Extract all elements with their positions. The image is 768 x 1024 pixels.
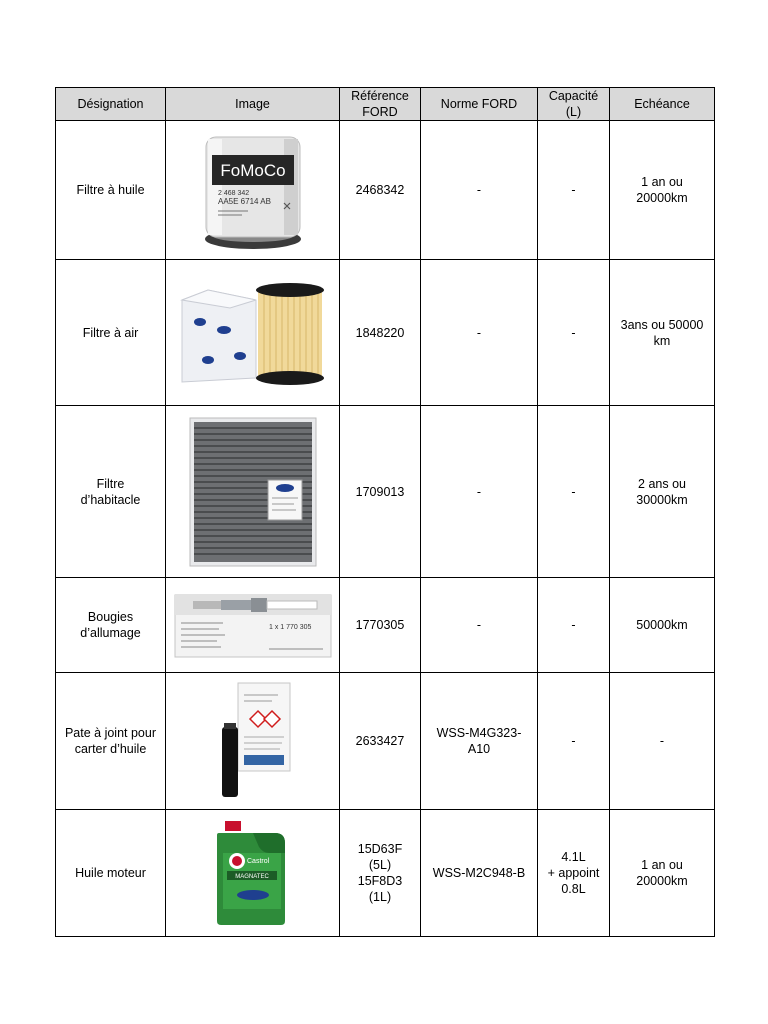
norme-cell: - bbox=[421, 260, 538, 406]
svg-text:1 x 1 770 305: 1 x 1 770 305 bbox=[268, 624, 311, 631]
echeance-cell: 1 an ou 20000km bbox=[610, 810, 715, 937]
reference-cell: 1770305 bbox=[340, 578, 421, 673]
echeance-cell: - bbox=[610, 673, 715, 810]
image-cell bbox=[166, 260, 340, 406]
header-norme: Norme FORD bbox=[421, 88, 538, 121]
header-capacite: Capacité (L) bbox=[538, 88, 610, 121]
norme-cell: WSS-M4G323- A10 bbox=[421, 673, 538, 810]
header-image: Image bbox=[166, 88, 340, 121]
designation-cell: Bougies d’allumage bbox=[56, 578, 166, 673]
echeance-cell: 3ans ou 50000 km bbox=[610, 260, 715, 406]
norme-cell: - bbox=[421, 121, 538, 260]
designation-cell: Filtre d’habitacle bbox=[56, 406, 166, 578]
reference-cell: 2633427 bbox=[340, 673, 421, 810]
table-row bbox=[56, 810, 715, 937]
designation-cell: Filtre à huile bbox=[56, 121, 166, 260]
reference-cell: 1709013 bbox=[340, 406, 421, 578]
image-cell bbox=[166, 673, 340, 810]
table-row bbox=[56, 406, 715, 578]
capacite-cell: - bbox=[538, 121, 610, 260]
image-cell bbox=[166, 810, 340, 937]
oil-filter-brand: FoMoCo bbox=[219, 161, 286, 180]
image-cell bbox=[166, 121, 340, 260]
reference-cell: 1848220 bbox=[340, 260, 421, 406]
image-cell bbox=[166, 578, 340, 673]
capacite-cell: - bbox=[538, 673, 610, 810]
table-row bbox=[56, 260, 715, 406]
echeance-cell: 1 an ou 20000km bbox=[610, 121, 715, 260]
svg-text:AA5E 6714 AB: AA5E 6714 AB bbox=[217, 197, 271, 206]
svg-text:Castrol: Castrol bbox=[246, 858, 269, 865]
cabin-filter-image bbox=[188, 416, 318, 568]
designation-cell: Filtre à air bbox=[56, 260, 166, 406]
header-row bbox=[56, 88, 715, 121]
oil-filter-image bbox=[198, 127, 308, 253]
norme-cell: - bbox=[421, 578, 538, 673]
parts-table bbox=[55, 87, 715, 937]
designation-cell: Huile moteur bbox=[56, 810, 166, 937]
reference-cell: 2468342 bbox=[340, 121, 421, 260]
capacite-cell: - bbox=[538, 578, 610, 673]
header-echeance: Echéance bbox=[610, 88, 715, 121]
svg-text:2 468 342: 2 468 342 bbox=[217, 190, 249, 197]
capacite-cell: 4.1L + appoint 0.8L bbox=[538, 810, 610, 937]
motor-oil-image bbox=[213, 819, 293, 927]
echeance-cell: 2 ans ou 30000km bbox=[610, 406, 715, 578]
reference-cell: 15D63F (5L) 15F8D3 (1L) bbox=[340, 810, 421, 937]
header-designation: Désignation bbox=[56, 88, 166, 121]
designation-cell: Pate à joint pour carter d’huile bbox=[56, 673, 166, 810]
header-reference: Référence FORD bbox=[340, 88, 421, 121]
sealant-image bbox=[208, 681, 298, 801]
air-filter-image bbox=[178, 278, 328, 388]
table-row bbox=[56, 578, 715, 673]
table-row bbox=[56, 673, 715, 810]
svg-text:MAGNATEC: MAGNATEC bbox=[234, 874, 269, 880]
image-cell bbox=[166, 406, 340, 578]
capacite-cell: - bbox=[538, 260, 610, 406]
norme-cell: WSS-M2C948-B bbox=[421, 810, 538, 937]
echeance-cell: 50000km bbox=[610, 578, 715, 673]
table-row bbox=[56, 121, 715, 260]
capacite-cell: - bbox=[538, 406, 610, 578]
spark-plug-image bbox=[173, 589, 333, 661]
norme-cell: - bbox=[421, 406, 538, 578]
